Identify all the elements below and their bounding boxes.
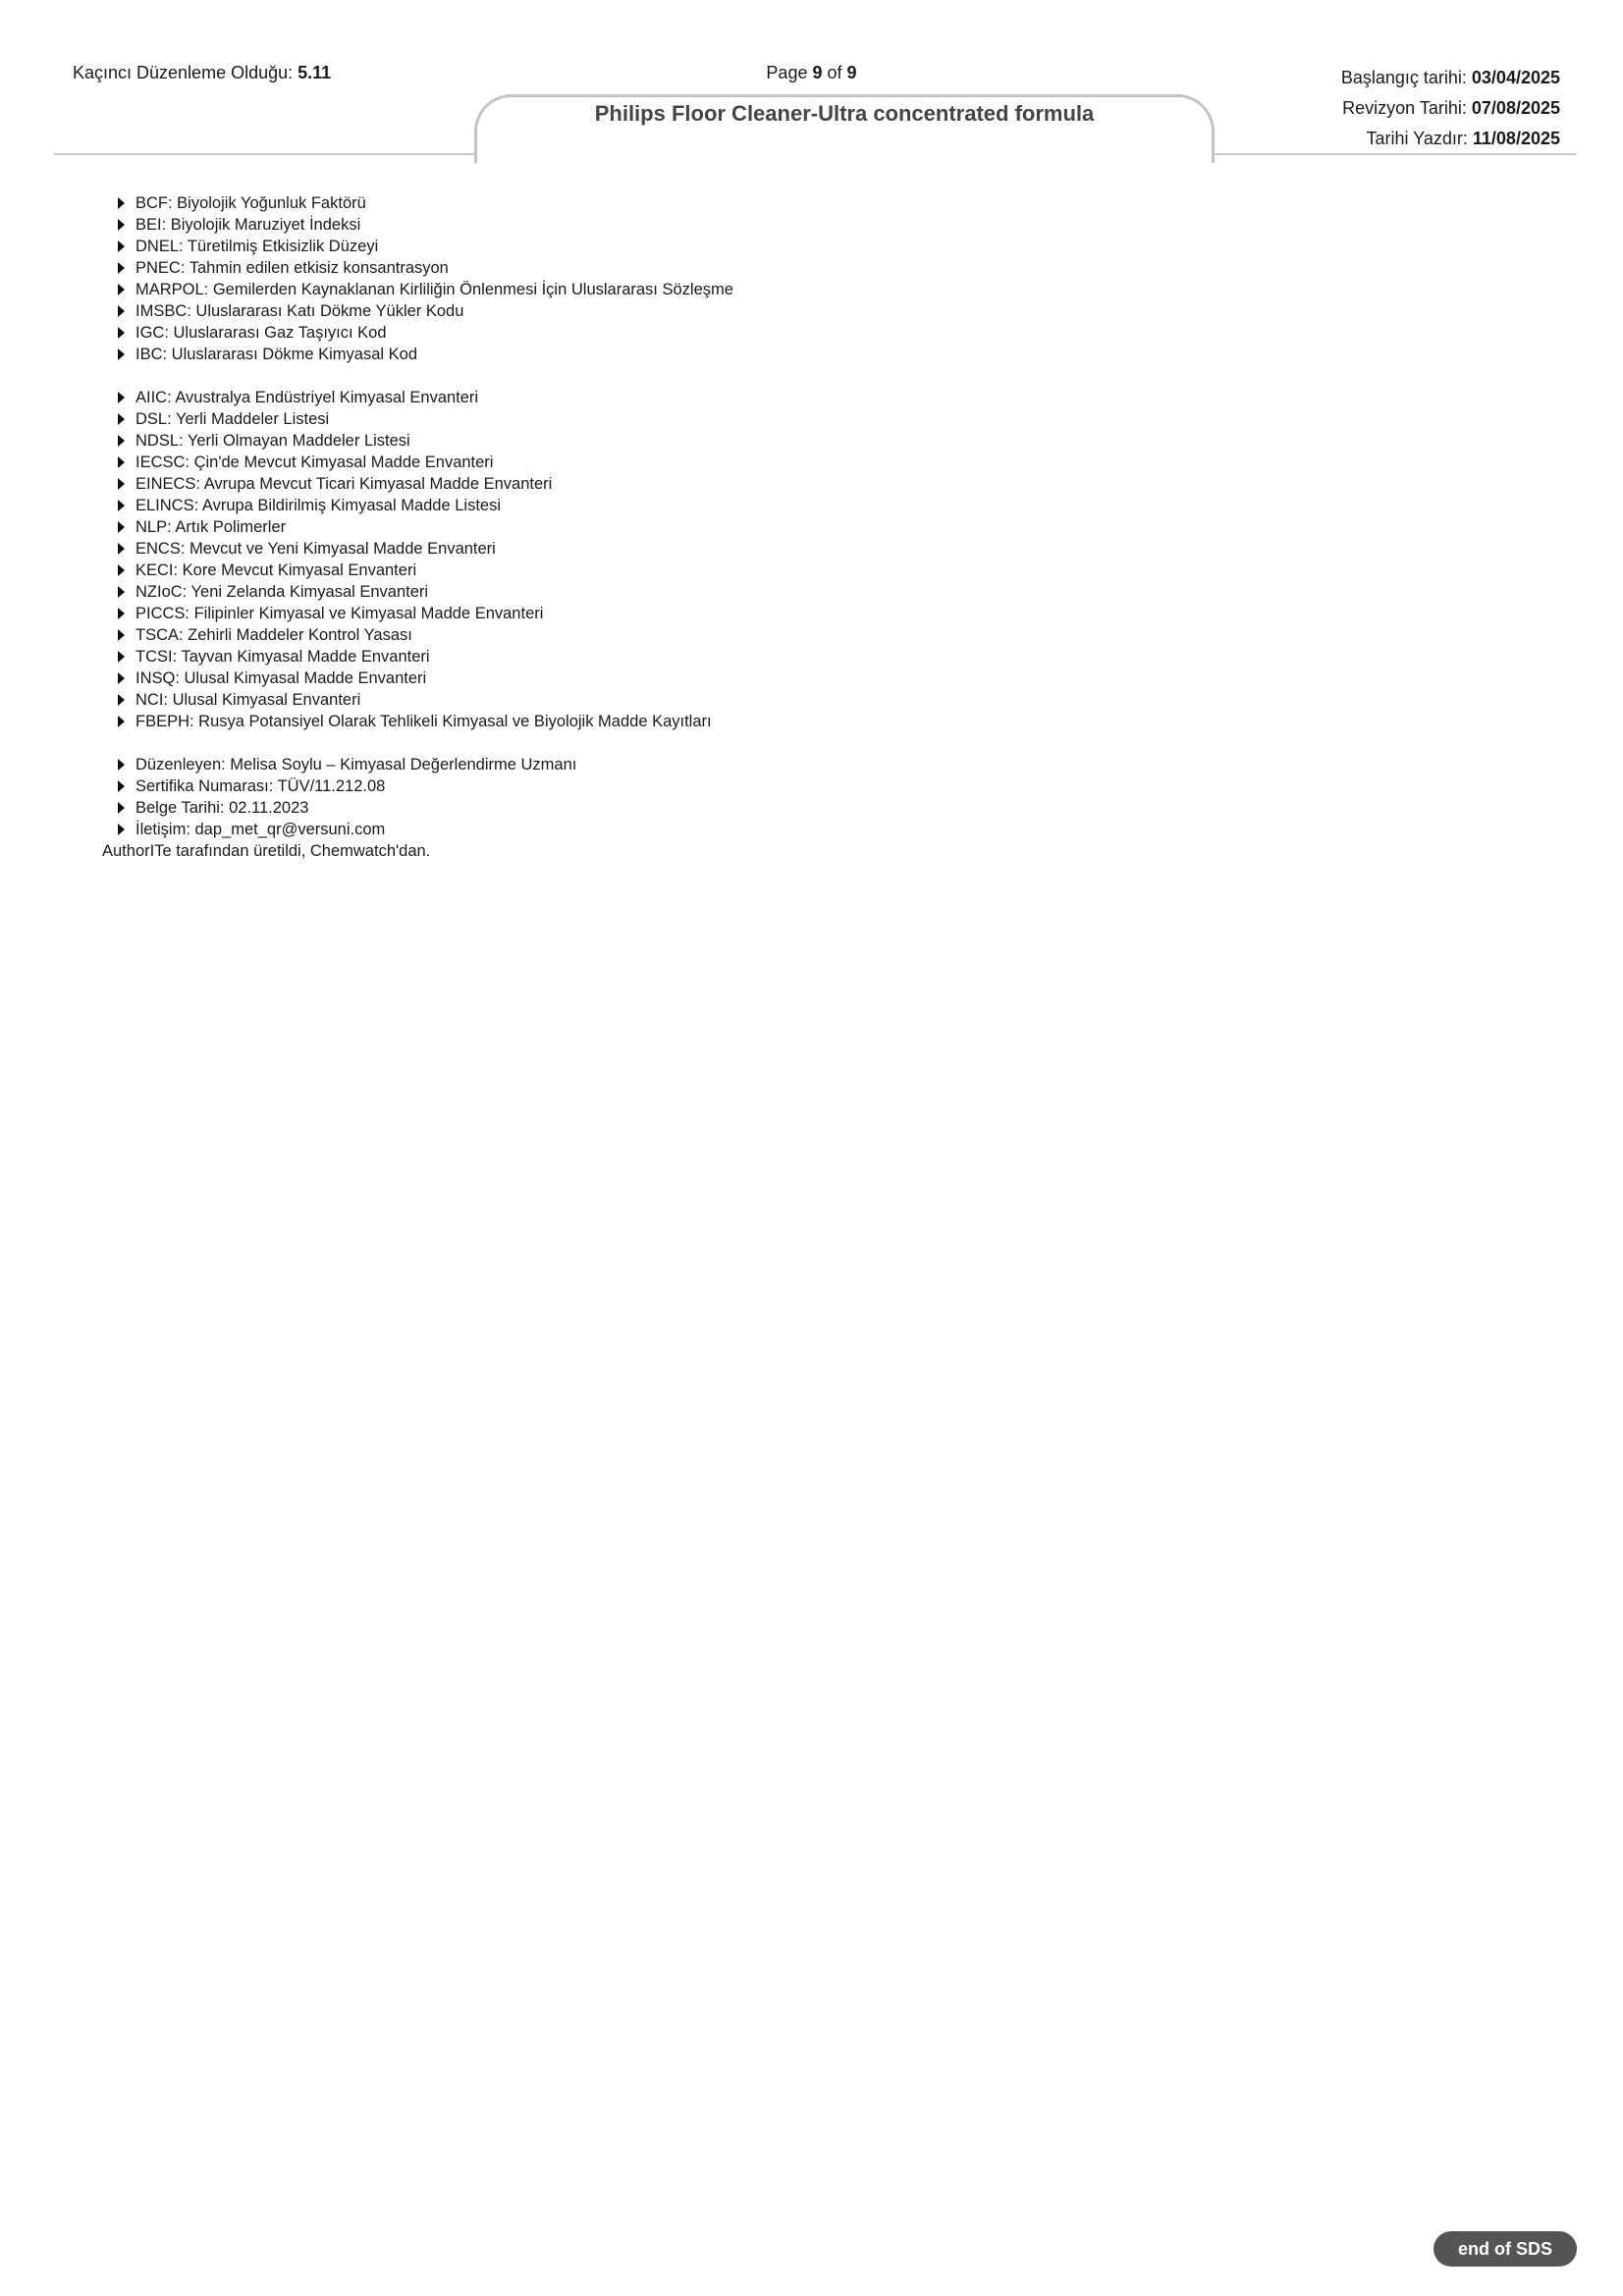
inventory-item — [102, 538, 733, 560]
inventories-list — [102, 387, 733, 732]
inventory-item-text: TSCA: Zehirli Maddeler Kontrol Yasası — [135, 626, 412, 644]
bullet-arrow-icon — [118, 521, 125, 533]
abbreviation-item — [102, 300, 733, 322]
print-date — [1341, 124, 1560, 154]
inventory-item-text: AIIC: Avustralya Endüstriyel Kimyasal Envanteri — [135, 389, 479, 406]
inventory-item — [102, 624, 733, 646]
document-title: Philips Floor Cleaner-Ultra concentrated formula — [594, 101, 1095, 126]
inventory-item-text: NZIoC: Yeni Zelanda Kimyasal Envanteri — [135, 583, 429, 601]
inventory-item — [102, 667, 733, 689]
bullet-arrow-icon — [118, 629, 125, 641]
prepared-by-item-text: Sertifika Numarası: TÜV/11.212.08 — [135, 777, 386, 795]
bullet-arrow-icon — [118, 219, 125, 231]
abbreviation-item-text: IBC: Uluslararası Dökme Kimyasal Kod — [135, 346, 418, 363]
bullet-arrow-icon — [118, 392, 125, 403]
inventory-item — [102, 689, 733, 711]
edition-label: Kaçıncı Düzenleme Olduğu: — [73, 63, 294, 82]
page-current: 9 — [812, 63, 823, 82]
abbreviation-item-text: DNEL: Türetilmiş Etkisizlik Düzeyi — [135, 238, 379, 255]
inventory-item-text: NCI: Ulusal Kimyasal Envanteri — [135, 691, 361, 709]
abbreviation-item-text: PNEC: Tahmin edilen etkisiz konsantrasyon — [135, 259, 449, 277]
inventory-item-text: NLP: Artık Polimerler — [135, 518, 287, 536]
abbreviation-item — [102, 214, 733, 236]
start-date-label: Başlangıç tarihi: — [1340, 68, 1467, 87]
bullet-arrow-icon — [118, 759, 125, 771]
inventory-item-text: ENCS: Mevcut ve Yeni Kimyasal Madde Envanteri — [135, 540, 496, 558]
inventory-item — [102, 711, 733, 732]
abbreviation-item — [102, 192, 733, 214]
prepared-by-item-text: Belge Tarihi: 02.11.2023 — [135, 799, 309, 817]
bullet-arrow-icon — [118, 478, 125, 490]
bullet-arrow-icon — [118, 500, 125, 511]
inventory-item-text: NDSL: Yerli Olmayan Maddeler Listesi — [135, 432, 410, 450]
print-date-value: 11/08/2025 — [1472, 129, 1560, 148]
inventory-item-text: PICCS: Filipinler Kimyasal ve Kimyasal Madde Envanteri — [135, 605, 544, 622]
start-date — [1341, 63, 1560, 93]
inventory-item-text: INSQ: Ulusal Kimyasal Madde Envanteri — [135, 669, 427, 687]
bullet-arrow-icon — [118, 456, 125, 468]
revision-date-label: Revizyon Tarihi: — [1342, 98, 1467, 118]
revision-date — [1341, 93, 1560, 124]
revision-date-value: 07/08/2025 — [1471, 98, 1560, 118]
abbreviation-item-text: IGC: Uluslararası Gaz Taşıyıcı Kod — [135, 324, 387, 342]
inventory-item — [102, 560, 733, 581]
inventory-item — [102, 408, 733, 430]
bullet-arrow-icon — [118, 305, 125, 317]
inventory-item-text: EINECS: Avrupa Mevcut Ticari Kimyasal Madde Envanteri — [135, 475, 553, 493]
start-date-value: 03/04/2025 — [1471, 68, 1560, 87]
bullet-arrow-icon — [118, 197, 125, 209]
inventory-item — [102, 452, 733, 473]
header-divider-left — [54, 153, 474, 155]
prepared-by-item — [102, 775, 733, 797]
bullet-arrow-icon — [118, 413, 125, 425]
header-divider-right — [1215, 153, 1576, 155]
page-total: 9 — [846, 63, 857, 82]
bullet-arrow-icon — [118, 672, 125, 684]
page-of: of — [827, 63, 842, 82]
bullet-arrow-icon — [118, 348, 125, 360]
bullet-arrow-icon — [118, 716, 125, 727]
inventory-item-text: FBEPH: Rusya Potansiyel Olarak Tehlikeli Kimyasal ve Biyolojik Madde Kayıtları — [135, 713, 712, 730]
bullet-arrow-icon — [118, 240, 125, 252]
bullet-arrow-icon — [118, 608, 125, 619]
abbreviation-item-text: IMSBC: Uluslararası Katı Dökme Yükler Kodu — [135, 302, 464, 320]
generated-by-note: AuthorITe tarafından üretildi, Chemwatch'dan. — [102, 842, 431, 860]
inventory-item — [102, 516, 733, 538]
prepared-by-item-text: Düzenleyen: Melisa Soylu – Kimyasal Değerlendirme Uzmanı — [135, 756, 577, 774]
inventory-item — [102, 387, 733, 408]
abbreviation-item — [102, 322, 733, 344]
dates-block — [1341, 63, 1560, 154]
abbreviation-item — [102, 257, 733, 279]
bullet-arrow-icon — [118, 802, 125, 814]
bullet-arrow-icon — [118, 262, 125, 274]
end-of-sds-badge: end of SDS — [1434, 2231, 1577, 2267]
bullet-arrow-icon — [118, 435, 125, 447]
prepared-by-list — [102, 754, 733, 840]
inventory-item — [102, 495, 733, 516]
abbreviations-list — [102, 192, 733, 365]
page-prefix: Page — [766, 63, 808, 82]
bullet-arrow-icon — [118, 780, 125, 792]
bullet-arrow-icon — [118, 651, 125, 663]
inventory-item-text: TCSI: Tayvan Kimyasal Madde Envanteri — [135, 648, 430, 666]
print-date-label: Tarihi Yazdır: — [1366, 129, 1468, 148]
prepared-by-item — [102, 754, 733, 775]
page-content — [102, 192, 733, 862]
bullet-arrow-icon — [118, 327, 125, 339]
inventory-item-text: DSL: Yerli Maddeler Listesi — [135, 410, 330, 428]
abbreviation-item-text: MARPOL: Gemilerden Kaynaklanan Kirliliğin Önlenmesi İçin Uluslararası Sözleşme — [135, 281, 733, 298]
prepared-by-item — [102, 797, 733, 819]
bullet-arrow-icon — [118, 586, 125, 598]
inventory-item — [102, 430, 733, 452]
bullet-arrow-icon — [118, 543, 125, 555]
bullet-arrow-icon — [118, 824, 125, 835]
prepared-by-item-text: İletişim: dap_met_qr@versuni.com — [135, 821, 386, 838]
inventory-item-text: IECSC: Çin'de Mevcut Kimyasal Madde Envanteri — [135, 454, 494, 471]
inventory-item — [102, 581, 733, 603]
abbreviation-item — [102, 344, 733, 365]
bullet-arrow-icon — [118, 284, 125, 295]
bullet-arrow-icon — [118, 694, 125, 706]
inventory-item — [102, 646, 733, 667]
edition-value: 5.11 — [298, 63, 332, 82]
prepared-by-item — [102, 819, 733, 840]
inventory-item — [102, 473, 733, 495]
bullet-arrow-icon — [118, 564, 125, 576]
inventory-item-text: ELINCS: Avrupa Bildirilmiş Kimyasal Madde Listesi — [135, 497, 501, 514]
inventory-item — [102, 603, 733, 624]
abbreviation-item — [102, 236, 733, 257]
abbreviation-item-text: BCF: Biyolojik Yoğunluk Faktörü — [135, 194, 366, 212]
abbreviation-item-text: BEI: Biyolojik Maruziyet İndeksi — [135, 216, 361, 234]
inventory-item-text: KECI: Kore Mevcut Kimyasal Envanteri — [135, 561, 417, 579]
abbreviation-item — [102, 279, 733, 300]
